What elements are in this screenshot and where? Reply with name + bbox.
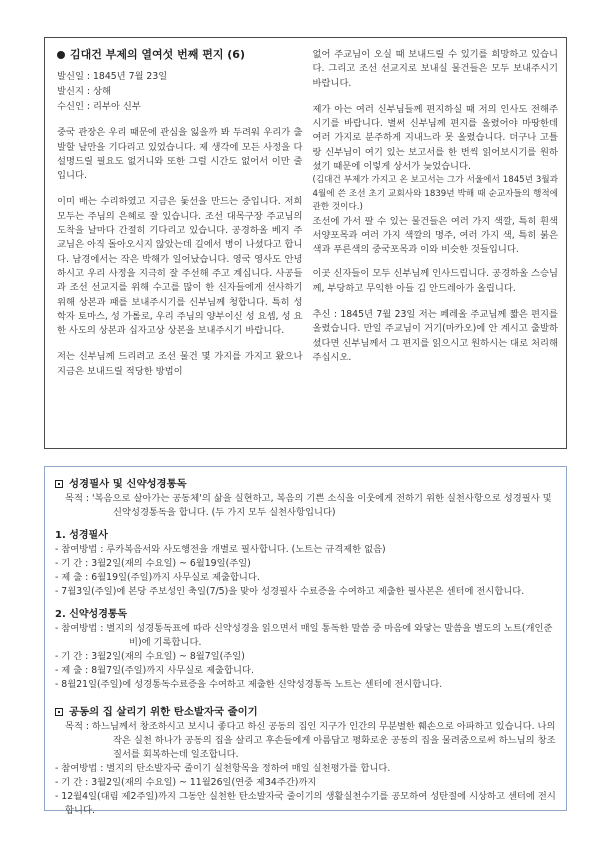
letter-left-column [57, 48, 303, 442]
purpose-text: 목적 : 하느님께서 창조하시고 보시니 좋다고 하신 공동의 집인 지구가 인간의 무분별한 훼손으로 아파하고 있습니다. 나의 작은 실천 하나가 공동의 집을 살리고 후손들에게 아름답고 평화로운 공동의 집을 물려줌으로써 하느님의 창조질서를 회복하는데 일조합니다. [65, 721, 556, 760]
list-item: - 기 간 : 3월2일(재의 수요일) ~ 8월7일(주일) [55, 651, 245, 662]
letter-title-text: 김대건 부제의 열여섯 번째 편지 (6) [70, 48, 245, 61]
section-heading-text: 성경필사 및 신약성경통독 [69, 478, 187, 490]
list-item: - 참여방법 : 별지의 성경통독표에 따라 신약성경을 읽으면서 매일 통독한 말씀 중 마음에 와닿는 말씀을 별도의 노트(개인준비)에 기록합니다. [55, 623, 553, 648]
letter-paragraph: 중국 관장은 우리 때문에 관심을 잃을까 봐 두려워 우리가 출발할 날만을 기다리고 있었습니다. 제 생각에 모든 사정을 다 설명드릴 필요도 없거니와 또한 그럴 시간도 없어서 이만 줄입니다. [57, 127, 303, 182]
letter-paragraph-text: 제가 아는 여러 신부님들께 편지하실 때 저의 인사도 전해주시기를 바랍니다. 별써 신부님께 편지를 올렸어야 마땅한데 여러 가지로 분주하게 지내느라 못 올렸습니다. 더구나 고틀랑 신부님이 여기 있는 보고서를 한 번씩 읽어보시기를 원하셨기 때문에 이렇게 상서가 늦었습니다. [312, 103, 558, 173]
list-item: - 8월21일(주일)에 성경통독수료증을 수여하고 제출한 신약성경통독 노트는 센터에 전시합니다. [55, 679, 443, 690]
list-item: - 제 출 : 6월19일(주일)까지 사무실로 제출합니다. [55, 572, 260, 583]
square-bullet-icon [55, 708, 63, 716]
letter-paragraph: 이미 배는 수리하였고 지금은 돛선을 만드는 중입니다. 저희 모두는 주님의 은혜로 잘 있습니다. 조선 대목구장 주교님의 도착을 날마다 간절히 기다리고 있습니다. 공경하올 베지 주교님은 아직 돌아오시지 않았는데 길에서 병이 나셨다고 합니다. 남경에서는 작은 박해가 일어났습니다. 영국 영사도 안녕하시고 우리 사정을 지극히 잘 주선해 주고 계십니다. 사공들과 조선 선교지를 위해 수고를 많이 한 신자들에게 선사하기 위해 상본과 패를 보내주시기를 신부님께 청합니다. 특히 성학자 토마스, 성 가롤로, 우리 주님의 양부이신 성 요셉, 성 요한 사도의 상본과 십자고상 상본을 보내주시기 바랍니다. [57, 196, 303, 337]
section-heading [55, 477, 556, 491]
letter-postscript: 추신 : 1845년 7월 23일 저는 페레올 주교님께 짧은 편지를 올렸습니다. 만일 주교님이 거기(마카오)에 안 계시고 출발하셨다면 신부님께서 그 편지를 읽으시고 원하시는 대로 처리해 주십시오. [312, 309, 558, 363]
letter-paragraph [313, 103, 559, 258]
list-item: - 제 출 : 8월7일(주일)까지 사무실로 제출합니다. [55, 665, 254, 676]
bullet-icon [57, 51, 65, 59]
list-item: - 기 간 : 3월2일(재의 수요일) ~ 6월19일(주일) [55, 558, 251, 569]
list-item: - 12월4일(대림 제2주일)까지 그동안 실천한 탄소발자국 줄이기의 생활실천수기를 공모하여 성탄절에 시상하고 센터에 전시합니다. [55, 791, 556, 816]
purpose-text: 목적 : '복음으로 살아가는 공동체'의 삶을 실현하고, 복음의 기쁜 소식을 이웃에게 전하기 위한 실천사항으로 성경필사 및 신약성경통독을 합니다. (두 가지 모두 실천사항입니다) [65, 493, 552, 518]
editor-note: (김대건 부제가 가지고 온 보고서는 그가 서울에서 1845년 3월과 4월에 쓴 조선 초기 교회사와 1839년 박해 때 순교자들의 행적에 관한 것이다.) [312, 175, 558, 213]
section-heading [55, 705, 556, 719]
letter-paragraph: 없어 주교님이 오실 때 보내드릴 수 있기를 희망하고 있습니다. 그리고 조선 선교지로 보내실 물건들은 모두 보내주시기 바랍니다. [312, 49, 558, 89]
square-bullet-icon [55, 480, 63, 488]
letter-meta [57, 69, 303, 114]
letter-box [44, 37, 567, 449]
notice-box [44, 466, 567, 816]
letter-paragraph: 저는 신부님께 드리려고 조선 물건 몇 가지를 가지고 왔으나 지금은 보내드릴 적당한 방법이 [57, 351, 303, 377]
subsection-heading: 2. 신약성경통독 [55, 609, 128, 620]
letter-paragraph-text: 조선에 가서 팔 수 있는 물건들은 여러 가지 색깔, 특히 흰색 서양포목과 여러 가지 색깔의 명주, 여러 가지 색, 특히 붉은색과 푸른색의 중국포목과 이와 비슷한 것들입니다. [312, 215, 558, 256]
list-item: - 참여방법 : 별지의 탄소발자국 줄이기 실천항목을 정하여 매일 실천평가를 합니다. [55, 763, 391, 774]
letter-to: 수신인 : 리부아 신부 [57, 101, 141, 113]
list-item: - 7월3일(주일)에 본당 주보성인 축일(7/5)을 맞아 성경필사 수료증을 수여하고 제출한 필사본은 센터에 전시합니다. [55, 586, 525, 597]
list-item: - 참여방법 : 루카복음서와 사도행전을 개별로 필사합니다. (노트는 규격제한 없음) [55, 544, 386, 555]
section-heading-text: 공동의 집 살리기 위한 탄소발자국 줄이기 [69, 706, 258, 718]
letter-from: 발신지 : 상해 [57, 86, 111, 98]
letter-right-column [313, 48, 559, 442]
letter-date: 발신일 : 1845년 7월 23일 [57, 71, 168, 83]
letter-title [57, 48, 303, 62]
list-item: - 기 간 : 3월2일(재의 수요일) ~ 11월26일(연중 제34주간)까지 [55, 777, 317, 788]
subsection-heading: 1. 성경필사 [55, 530, 108, 541]
letter-paragraph: 이곳 신자들이 모두 신부님께 인사드립니다. 공경하올 스승님께, 부당하고 무익한 아들 김 안드레아가 올립니다. [312, 268, 558, 294]
